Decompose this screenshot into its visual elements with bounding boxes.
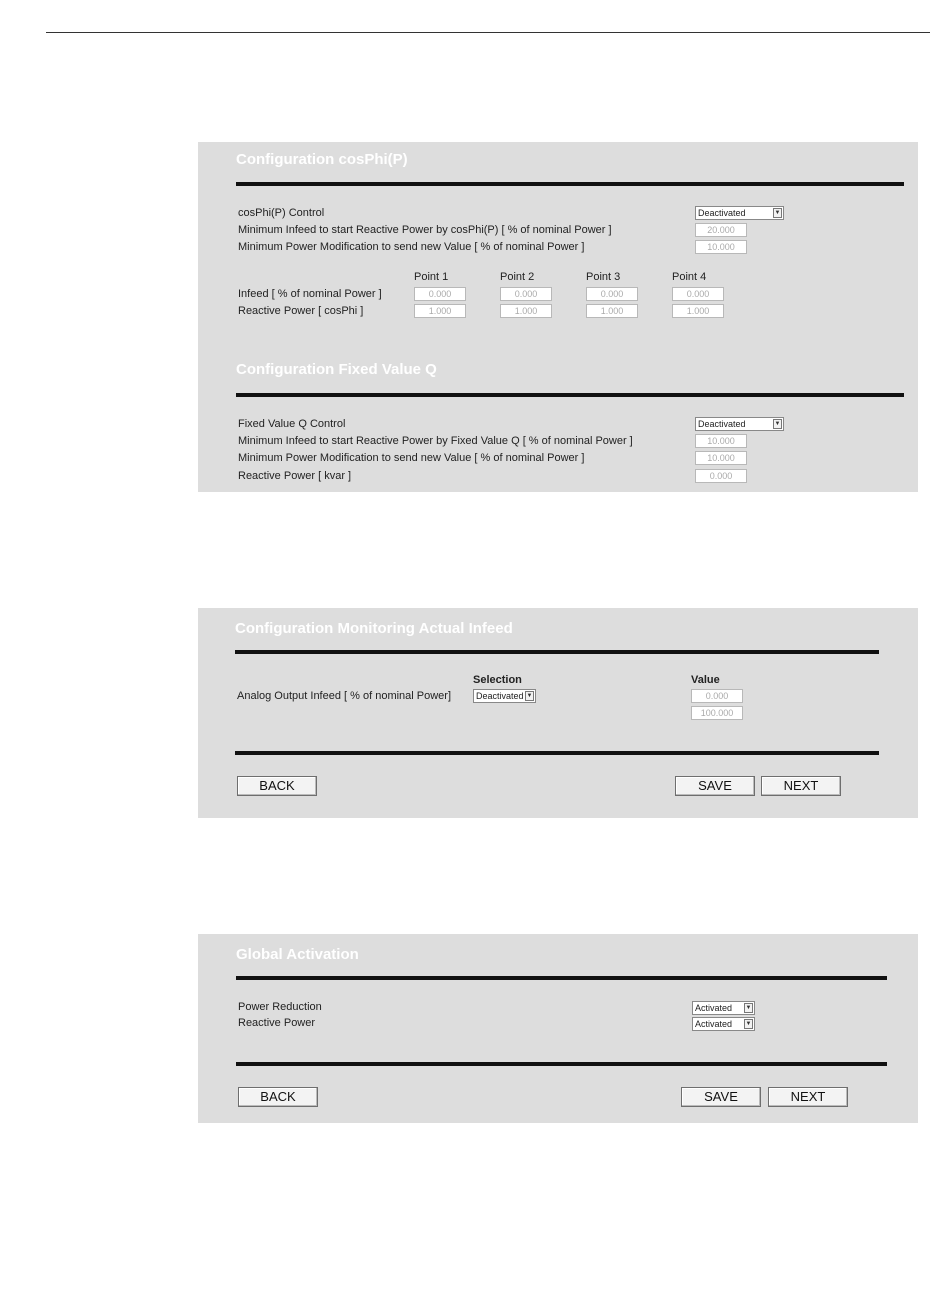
global-activation-panel bbox=[198, 934, 918, 1123]
point-4-header: Point 4 bbox=[672, 271, 707, 283]
reactive-point-2-field[interactable]: 1.000 bbox=[500, 304, 552, 318]
global-footer-divider bbox=[236, 1062, 887, 1066]
point-2-header: Point 2 bbox=[500, 271, 535, 283]
infeed-point-1-field[interactable]: 0.000 bbox=[414, 287, 466, 301]
chevron-down-icon[interactable]: ▼ bbox=[774, 210, 781, 216]
cosphi-reactive-label: Reactive Power [ cosPhi ] bbox=[238, 305, 364, 317]
cosphi-control-select[interactable] bbox=[695, 206, 784, 220]
reactive-point-1-field[interactable]: 1.000 bbox=[414, 304, 466, 318]
fixedq-min-modification-label: Minimum Power Modification to send new Value [ % of nominal Power ] bbox=[238, 452, 585, 464]
chevron-down-icon[interactable]: ▼ bbox=[774, 421, 781, 427]
fixedq-title-divider bbox=[236, 393, 904, 397]
cosphi-min-infeed-label: Minimum Infeed to start Reactive Power by cosPhi(P) [ % of nominal Power ] bbox=[238, 224, 612, 236]
next-button[interactable]: NEXT bbox=[761, 776, 841, 796]
monitoring-panel bbox=[198, 608, 918, 818]
analog-output-value: Deactivated bbox=[476, 691, 524, 701]
cosphi-title-divider bbox=[236, 182, 904, 186]
cosphi-min-infeed-field[interactable]: 20.000 bbox=[695, 223, 747, 237]
reactive-point-4-field[interactable]: 1.000 bbox=[672, 304, 724, 318]
infeed-point-2-field[interactable]: 0.000 bbox=[500, 287, 552, 301]
fixedq-min-infeed-field[interactable]: 10.000 bbox=[695, 434, 747, 448]
power-reduction-select[interactable] bbox=[692, 1001, 755, 1015]
fixedq-min-infeed-label: Minimum Infeed to start Reactive Power by Fixed Value Q [ % of nominal Power ] bbox=[238, 435, 633, 447]
chevron-down-icon[interactable]: ▼ bbox=[745, 1021, 752, 1027]
reactive-power-label: Reactive Power bbox=[238, 1017, 316, 1029]
monitoring-section-title: Configuration Monitoring Actual Infeed bbox=[235, 620, 513, 637]
page-top-divider bbox=[46, 32, 930, 33]
back-button[interactable]: BACK bbox=[238, 1087, 318, 1107]
fixedq-control-value: Deactivated bbox=[698, 419, 746, 429]
monitoring-title-divider bbox=[235, 650, 879, 654]
analog-value-min-field[interactable]: 0.000 bbox=[691, 689, 743, 703]
reactive-power-select[interactable] bbox=[692, 1017, 755, 1031]
save-button[interactable]: SAVE bbox=[681, 1087, 761, 1107]
chevron-down-icon[interactable]: ▼ bbox=[526, 693, 533, 699]
global-section-title: Global Activation bbox=[236, 946, 359, 963]
infeed-point-3-field[interactable]: 0.000 bbox=[586, 287, 638, 301]
fixedq-section-title: Configuration Fixed Value Q bbox=[236, 361, 437, 378]
monitoring-footer-divider bbox=[235, 751, 879, 755]
infeed-point-4-field[interactable]: 0.000 bbox=[672, 287, 724, 301]
fixedq-control-label: Fixed Value Q Control bbox=[238, 418, 346, 430]
fixedq-reactive-label: Reactive Power [ kvar ] bbox=[238, 470, 352, 482]
reactive-power-value: Activated bbox=[695, 1019, 733, 1029]
fixedq-control-select[interactable] bbox=[695, 417, 784, 431]
analog-value-max-field[interactable]: 100.000 bbox=[691, 706, 743, 720]
fixedq-min-modification-field[interactable]: 10.000 bbox=[695, 451, 747, 465]
power-reduction-value: Activated bbox=[695, 1003, 733, 1013]
value-column-header: Value bbox=[691, 674, 720, 686]
cosphi-control-label: cosPhi(P) Control bbox=[238, 207, 325, 219]
cosphi-section-title: Configuration cosPhi(P) bbox=[236, 151, 408, 168]
global-title-divider bbox=[236, 976, 887, 980]
chevron-down-icon[interactable]: ▼ bbox=[745, 1005, 752, 1011]
save-button[interactable]: SAVE bbox=[675, 776, 755, 796]
next-button[interactable]: NEXT bbox=[768, 1087, 848, 1107]
selection-column-header: Selection bbox=[473, 674, 522, 686]
power-reduction-label: Power Reduction bbox=[238, 1001, 322, 1013]
analog-output-select[interactable] bbox=[473, 689, 536, 703]
cosphi-control-value: Deactivated bbox=[698, 208, 746, 218]
reactive-point-3-field[interactable]: 1.000 bbox=[586, 304, 638, 318]
cosphi-fixedq-panel bbox=[198, 142, 918, 492]
analog-output-label: Analog Output Infeed [ % of nominal Power] bbox=[237, 690, 452, 702]
cosphi-min-modification-label: Minimum Power Modification to send new Value [ % of nominal Power ] bbox=[238, 241, 585, 253]
cosphi-infeed-label: Infeed [ % of nominal Power ] bbox=[238, 288, 382, 300]
point-3-header: Point 3 bbox=[586, 271, 621, 283]
fixedq-reactive-field[interactable]: 0.000 bbox=[695, 469, 747, 483]
cosphi-min-modification-field[interactable]: 10.000 bbox=[695, 240, 747, 254]
back-button[interactable]: BACK bbox=[237, 776, 317, 796]
point-1-header: Point 1 bbox=[414, 271, 449, 283]
